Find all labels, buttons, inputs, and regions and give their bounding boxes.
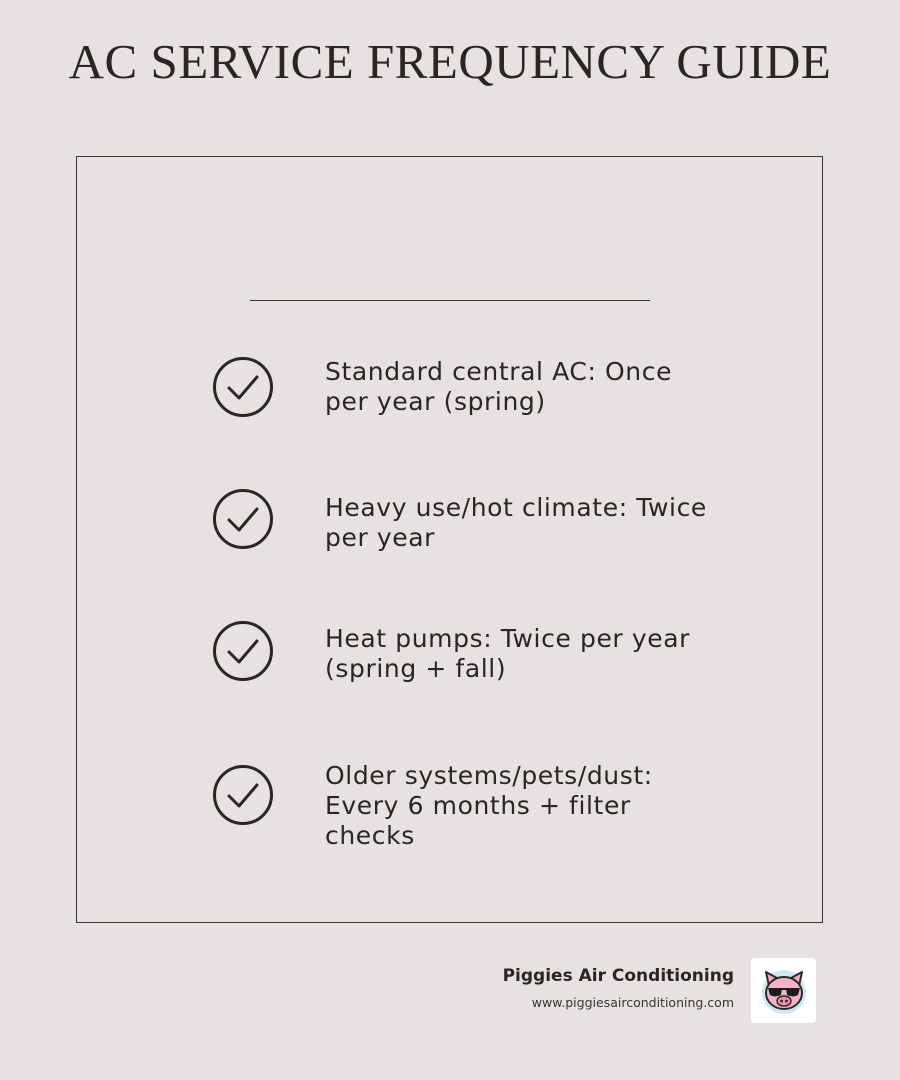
item-text xyxy=(325,493,745,553)
divider-line xyxy=(250,300,650,301)
item-text xyxy=(325,624,745,684)
item-text-line: Older systems/pets/dust: xyxy=(325,761,653,790)
item-text-line: Every 6 months + filter xyxy=(325,791,631,820)
item-text-line: Standard central AC: Once xyxy=(325,357,673,386)
item-text-line: Heavy use/hot climate: Twice xyxy=(325,493,707,522)
pig-with-sunglasses-icon xyxy=(757,964,811,1018)
check-circle-icon xyxy=(212,488,274,550)
item-text-line: (spring + fall) xyxy=(325,654,507,683)
item-text xyxy=(325,357,745,417)
check-circle-icon xyxy=(212,620,274,682)
pig-logo-icon xyxy=(751,958,816,1023)
brand-url[interactable]: www.piggiesairconditioning.com xyxy=(531,995,734,1010)
check-circle-icon xyxy=(212,764,274,826)
check-circle-icon xyxy=(212,356,274,418)
brand-name: Piggies Air Conditioning xyxy=(502,966,734,986)
brand-block xyxy=(503,963,734,1014)
item-text xyxy=(325,761,745,851)
item-text-line: Heat pumps: Twice per year xyxy=(325,624,691,653)
page-title: AC SERVICE FREQUENCY GUIDE xyxy=(68,34,832,89)
item-text-line: per year (spring) xyxy=(325,387,546,416)
item-text-line: checks xyxy=(325,821,415,850)
item-text-line: per year xyxy=(325,523,436,552)
